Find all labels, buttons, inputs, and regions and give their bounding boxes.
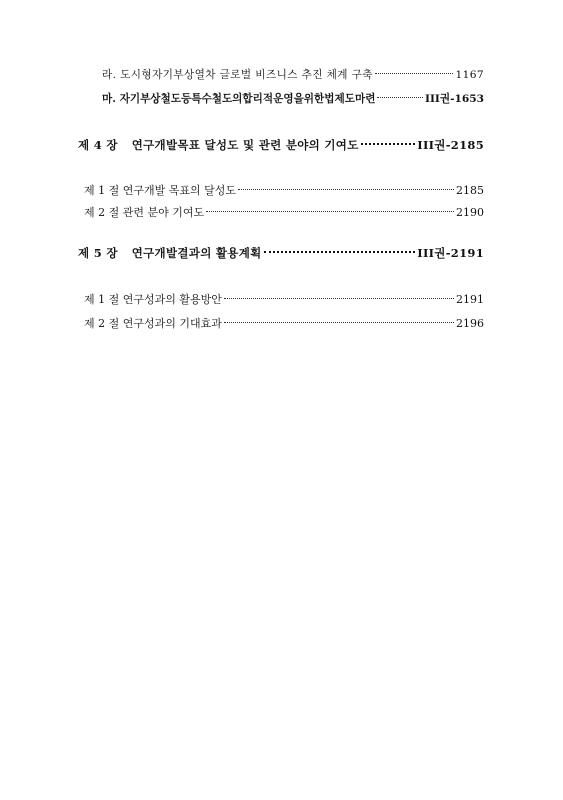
chapter-title: 연구개발결과의 활용계획 [131,246,262,260]
toc-chapter-5 [78,243,484,261]
toc-section [84,181,484,198]
section-number: 제 1 절 [84,293,120,306]
toc-item-page: 1167 [455,69,484,81]
chapter-title: 연구개발목표 달성도 및 관련 분야의 기여도 [131,138,359,152]
chapter-page: III권-2191 [417,246,484,260]
toc-item-page: III권-1653 [425,93,484,105]
section-page: 2190 [456,206,484,219]
toc-section [84,203,484,220]
toc-item-ma [102,89,484,106]
section-page: 2196 [456,317,484,330]
toc-section [84,290,484,307]
toc-item-label: 라. 도시형자기부상열차 글로벌 비즈니스 추진 체계 구축 [102,69,373,81]
section-number: 제 2 절 [84,317,120,330]
dot-leader [361,131,416,145]
section-title: 연구성과의 활용방안 [122,293,222,306]
chapter-number: 제 5 장 [78,246,118,260]
toc-section [84,314,484,331]
dot-leader [224,310,454,323]
section-page: 2191 [456,293,484,306]
dot-leader [377,85,423,98]
dot-leader [238,177,454,190]
section-page: 2185 [456,184,484,197]
chapter-number: 제 4 장 [78,138,118,152]
section-title: 연구성과의 기대효과 [122,317,222,330]
section-title: 관련 분야 기여도 [122,206,205,219]
dot-leader [375,61,453,74]
section-number: 제 1 절 [84,184,120,197]
toc-item-label: 마. 자기부상철도등특수철도의합리적운영을위한법제도마련 [102,93,376,105]
toc-chapter-4 [78,135,484,153]
dot-leader [206,199,454,212]
chapter-page: III권-2185 [417,138,484,152]
section-title: 연구개발 목표의 달성도 [122,184,237,197]
toc-item-ra [102,65,484,82]
dot-leader [224,286,454,299]
dot-leader [264,239,416,253]
section-number: 제 2 절 [84,206,120,219]
